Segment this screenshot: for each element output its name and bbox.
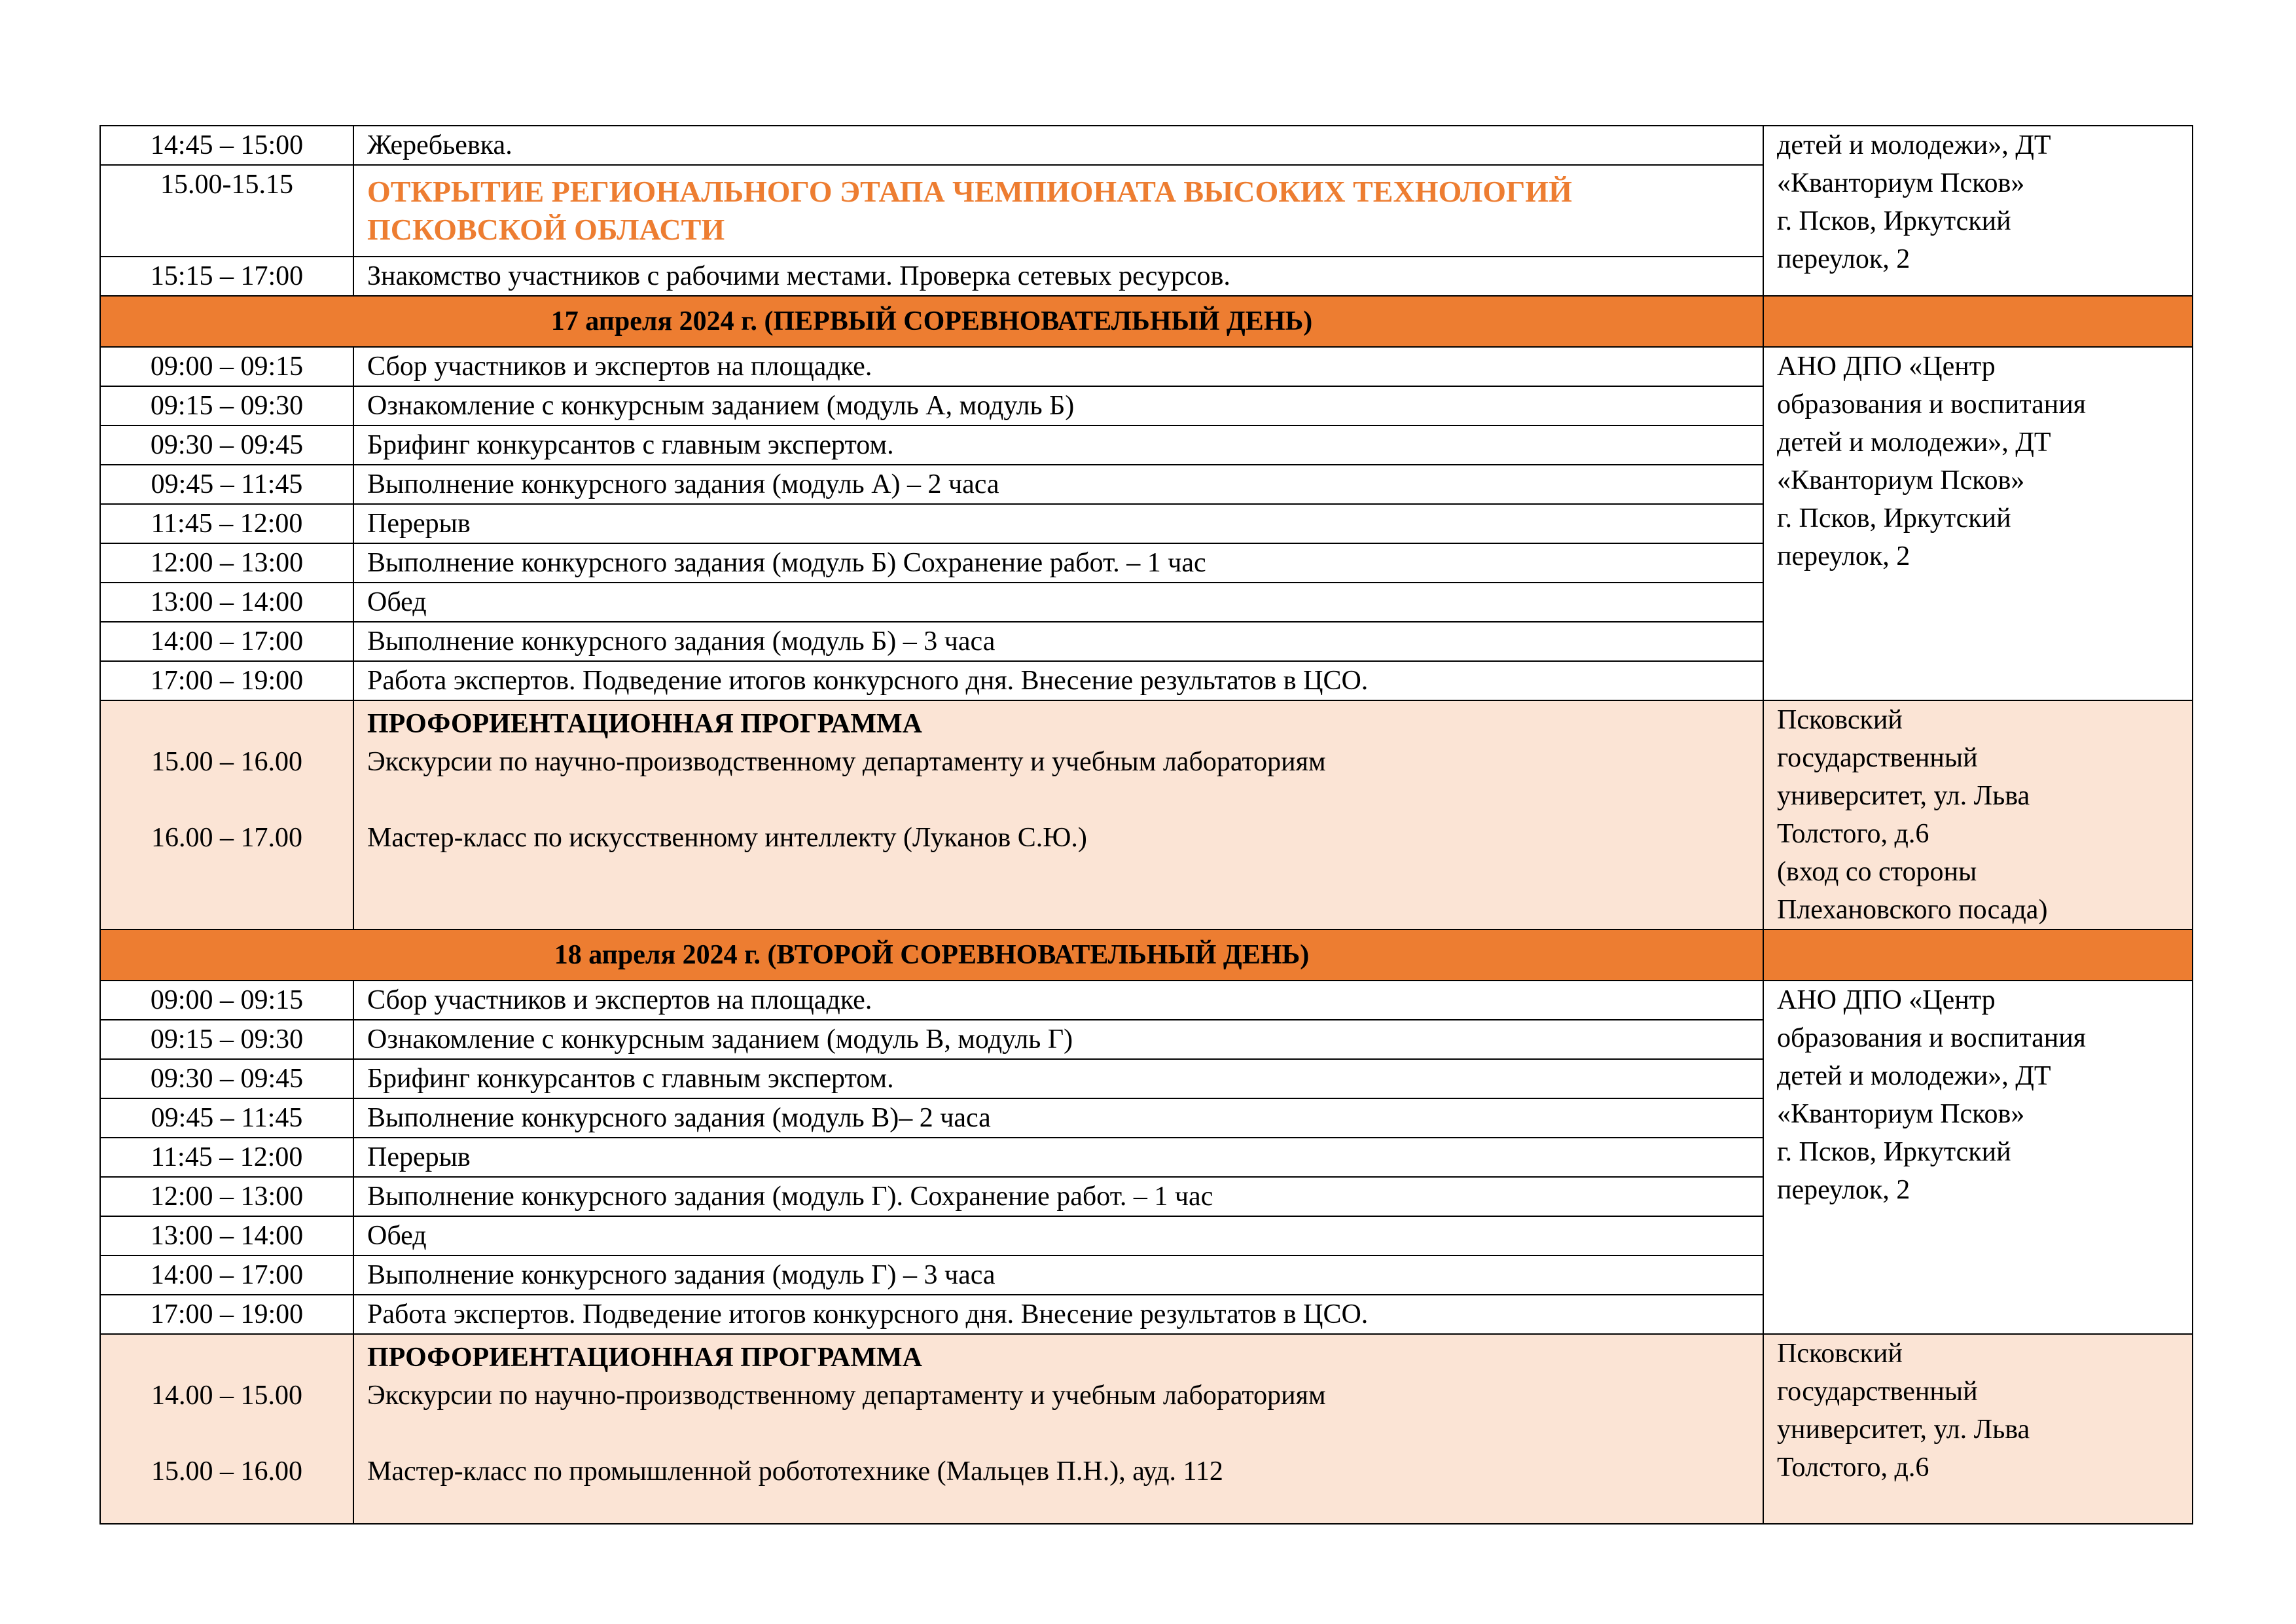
program-item: Мастер-класс по промышленной робототехнике (Мальцев П.Н.), ауд. 112 [367, 1456, 1223, 1487]
time-cell: 09:00 – 09:15 [100, 347, 353, 386]
location-line: детей и молодежи», ДТ [1777, 130, 2051, 160]
time-cell: 09:00 – 09:15 [100, 981, 353, 1020]
program-activity-cell [353, 1334, 1763, 1524]
program-location-cell [1763, 700, 2193, 929]
program-row [100, 700, 2193, 929]
activity-cell: Знакомство участников с рабочими местами. Проверка сетевых ресурсов. [353, 257, 1763, 296]
activity-cell: Обед [353, 1216, 1763, 1255]
location-cell [1763, 347, 2193, 700]
location-line: «Кванториум Псков» [1777, 168, 2025, 198]
time-cell: 09:15 – 09:30 [100, 1020, 353, 1059]
program-time-cell [100, 1334, 353, 1524]
location-line: переулок, 2 [1777, 541, 1910, 571]
opening-title: ОТКРЫТИЕ РЕГИОНАЛЬНОГО ЭТАПА ЧЕМПИОНАТА ВЫСОКИХ ТЕХНОЛОГИЙ ПСКОВСКОЙ ОБЛАСТИ [367, 175, 1572, 246]
location-line: образования и воспитания [1777, 389, 2086, 420]
activity-cell: Выполнение конкурсного задания (модуль Г) – 3 часа [353, 1255, 1763, 1295]
location-line: Псковский [1777, 1339, 1903, 1369]
location-line: Толстого, д.6 [1777, 1453, 1929, 1483]
activity-cell: Ознакомление с конкурсным заданием (модуль А, модуль Б) [353, 386, 1763, 425]
activity-cell: Выполнение конкурсного задания (модуль В)– 2 часа [353, 1098, 1763, 1138]
location-cell [1763, 126, 2193, 296]
location-line: Плехановского посада) [1777, 895, 2048, 925]
time-cell: 09:15 – 09:30 [100, 386, 353, 425]
activity-cell: Работа экспертов. Подведение итогов конкурсного дня. Внесение результатов в ЦСО. [353, 661, 1763, 700]
time-cell: 09:30 – 09:45 [100, 1059, 353, 1098]
program-activity-cell [353, 700, 1763, 929]
time-cell: 09:45 – 11:45 [100, 1098, 353, 1138]
table-row [100, 981, 2193, 1020]
activity-cell: Выполнение конкурсного задания (модуль А) – 2 часа [353, 465, 1763, 504]
time-cell: 14:45 – 15:00 [100, 126, 353, 165]
program-time-cell [100, 700, 353, 929]
location-line: Псковский [1777, 705, 1903, 735]
time-cell: 15:15 – 17:00 [100, 257, 353, 296]
activity-cell: Жеребьевка. [353, 126, 1763, 165]
program-location-cell [1763, 1334, 2193, 1524]
location-line: г. Псков, Иркутский [1777, 503, 2011, 533]
activity-cell: Выполнение конкурсного задания (модуль Б) Сохранение работ. – 1 час [353, 543, 1763, 583]
activity-cell: Выполнение конкурсного задания (модуль Б) – 3 часа [353, 622, 1763, 661]
time-cell: 11:45 – 12:00 [100, 1138, 353, 1177]
activity-cell: Перерыв [353, 1138, 1763, 1177]
table-row [100, 347, 2193, 386]
location-line: государственный [1777, 1377, 1978, 1407]
activity-cell: Брифинг конкурсантов с главным экспертом. [353, 1059, 1763, 1098]
day-header-empty [1763, 929, 2193, 981]
location-line: университет, ул. Льва [1777, 1415, 2030, 1445]
program-time: 16.00 – 17.00 [151, 823, 302, 853]
location-line: (вход со стороны [1777, 857, 1977, 887]
location-line: государственный [1777, 743, 1978, 773]
time-cell: 13:00 – 14:00 [100, 1216, 353, 1255]
program-time: 14.00 – 15.00 [151, 1380, 302, 1411]
activity-cell: Сбор участников и экспертов на площадке. [353, 347, 1763, 386]
location-line: «Кванториум Псков» [1777, 1099, 2025, 1129]
location-line: переулок, 2 [1777, 1175, 1910, 1205]
program-item: Экскурсии по научно-производственному департаменту и учебным лабораториям [367, 747, 1326, 777]
location-line: переулок, 2 [1777, 244, 1910, 274]
program-time: 15.00 – 16.00 [151, 747, 302, 777]
location-line: университет, ул. Льва [1777, 781, 2030, 811]
location-line: г. Псков, Иркутский [1777, 1137, 2011, 1167]
day-header: 17 апреля 2024 г. (ПЕРВЫЙ СОРЕВНОВАТЕЛЬНЫЙ ДЕНЬ) [100, 296, 1763, 347]
program-item: Экскурсии по научно-производственному департаменту и учебным лабораториям [367, 1380, 1326, 1411]
day-header-empty [1763, 296, 2193, 347]
activity-cell: Перерыв [353, 504, 1763, 543]
time-cell: 14:00 – 17:00 [100, 622, 353, 661]
program-row [100, 1334, 2193, 1524]
location-line: детей и молодежи», ДТ [1777, 427, 2051, 458]
location-line: АНО ДПО «Центр [1777, 985, 1996, 1015]
location-line: детей и молодежи», ДТ [1777, 1061, 2051, 1091]
activity-cell: Ознакомление с конкурсным заданием (модуль В, модуль Г) [353, 1020, 1763, 1059]
opening-title-cell [353, 165, 1763, 257]
time-cell: 09:45 – 11:45 [100, 465, 353, 504]
time-cell: 12:00 – 13:00 [100, 543, 353, 583]
location-cell [1763, 981, 2193, 1334]
program-item: Мастер-класс по искусственному интеллекту (Луканов С.Ю.) [367, 823, 1087, 853]
program-title: ПРОФОРИЕНТАЦИОННАЯ ПРОГРАММА [367, 1343, 922, 1373]
activity-cell: Работа экспертов. Подведение итогов конкурсного дня. Внесение результатов в ЦСО. [353, 1295, 1763, 1334]
table-row [100, 126, 2193, 165]
day-header: 18 апреля 2024 г. (ВТОРОЙ СОРЕВНОВАТЕЛЬНЫЙ ДЕНЬ) [100, 929, 1763, 981]
program-title: ПРОФОРИЕНТАЦИОННАЯ ПРОГРАММА [367, 709, 922, 739]
location-line: г. Псков, Иркутский [1777, 206, 2011, 236]
activity-cell: Выполнение конкурсного задания (модуль Г). Сохранение работ. – 1 час [353, 1177, 1763, 1216]
time-cell: 17:00 – 19:00 [100, 661, 353, 700]
time-cell: 17:00 – 19:00 [100, 1295, 353, 1334]
program-time: 15.00 – 16.00 [151, 1456, 302, 1487]
activity-cell: Сбор участников и экспертов на площадке. [353, 981, 1763, 1020]
schedule-table [99, 125, 2193, 1525]
location-line: «Кванториум Псков» [1777, 465, 2025, 496]
day-header-row [100, 929, 2193, 981]
day-header-row [100, 296, 2193, 347]
location-line: Толстого, д.6 [1777, 819, 1929, 849]
location-line: образования и воспитания [1777, 1023, 2086, 1053]
time-cell: 09:30 – 09:45 [100, 425, 353, 465]
time-cell: 13:00 – 14:00 [100, 583, 353, 622]
location-line: АНО ДПО «Центр [1777, 352, 1996, 382]
time-cell: 14:00 – 17:00 [100, 1255, 353, 1295]
activity-cell: Обед [353, 583, 1763, 622]
activity-cell: Брифинг конкурсантов с главным экспертом. [353, 425, 1763, 465]
time-cell: 11:45 – 12:00 [100, 504, 353, 543]
time-cell: 15.00-15.15 [100, 165, 353, 257]
time-cell: 12:00 – 13:00 [100, 1177, 353, 1216]
